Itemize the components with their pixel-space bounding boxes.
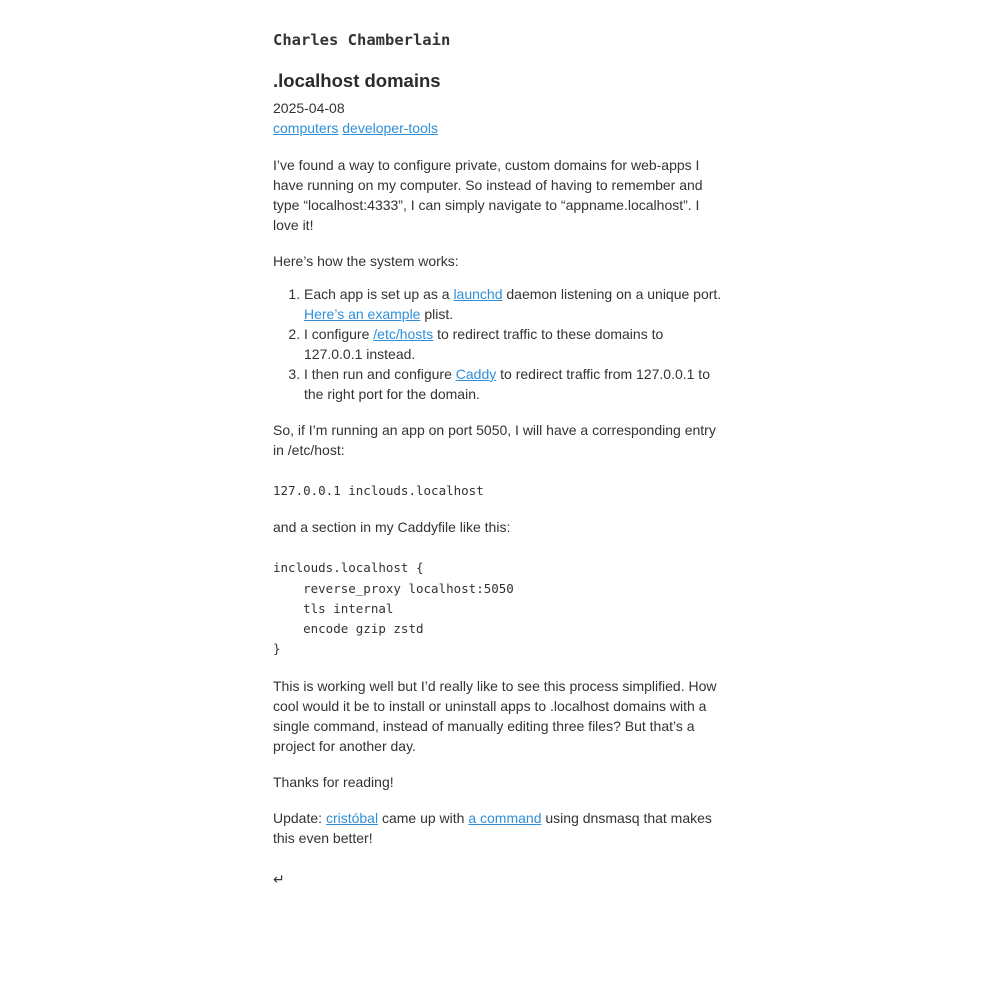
tag-developer-tools[interactable]: developer-tools: [342, 120, 438, 136]
step-1-post: daemon listening on a unique port.: [502, 286, 722, 302]
how-heading-paragraph: Here’s how the system works:: [273, 253, 459, 269]
update-post: using dnsmasq that makes this even better!: [273, 809, 712, 846]
thanks-paragraph: Thanks for reading!: [273, 773, 394, 790]
return-icon[interactable]: ↵: [273, 870, 285, 887]
post-tags: [273, 118, 725, 138]
step-2-pre: I configure: [304, 326, 374, 342]
step-item: [304, 364, 725, 404]
update-pre: Update:: [273, 809, 326, 826]
post-title: .localhost domains: [273, 70, 441, 91]
step-1-pre: Each app is set up as a: [304, 286, 454, 302]
hosts-code-block: 127.0.0.1 inclouds.localhost: [273, 483, 484, 498]
update-paragraph: [273, 808, 725, 848]
step-1-post2: plist.: [420, 306, 454, 322]
steps-list: [273, 284, 725, 404]
post-date: 2025-04-08: [273, 100, 345, 116]
site-name-link[interactable]: Charles Chamberlain: [273, 31, 451, 49]
command-link[interactable]: a command: [468, 809, 542, 826]
port-paragraph: So, if I’m running an app on port 5050, I will have a corresponding entry in /etc/host:: [273, 422, 716, 458]
step-2-post: to redirect traffic to these domains to 127.0.0.1 instead.: [304, 326, 664, 362]
caddy-link[interactable]: Caddy: [455, 366, 497, 382]
caddy-intro-paragraph: and a section in my Caddyfile like this:: [273, 519, 511, 536]
page-content: [273, 0, 725, 889]
step-item: [304, 324, 725, 364]
etc-hosts-link[interactable]: /etc/hosts: [373, 326, 434, 342]
intro-paragraph: I’ve found a way to configure private, custom domains for web-apps I have running on my computer. So instead of having to remember and type “localhost:4333”, I can simply navigate to “appname.localhost”. I love it!: [273, 157, 703, 233]
step-3-post: to redirect traffic from 127.0.0.1 to the right port for the domain.: [304, 366, 710, 402]
step-item: [304, 284, 725, 324]
tag-computers[interactable]: computers: [273, 120, 339, 136]
launchd-link[interactable]: launchd: [453, 286, 503, 302]
step-3-pre: I then run and configure: [304, 366, 456, 382]
example-plist-link[interactable]: Here’s an example: [304, 306, 421, 322]
closing-paragraph: This is working well but I’d really like to see this process simplified. How cool would it be to install or uninstall apps to .localhost domains with a single command, instead of manually editing three files? But that’s a project for another day.: [273, 677, 717, 754]
cristobal-link[interactable]: cristóbal: [325, 809, 379, 826]
update-mid: came up with: [378, 809, 469, 826]
caddyfile-code-block: inclouds.localhost { reverse_proxy localhost:5050 tls internal encode gzip zstd }: [273, 560, 514, 657]
